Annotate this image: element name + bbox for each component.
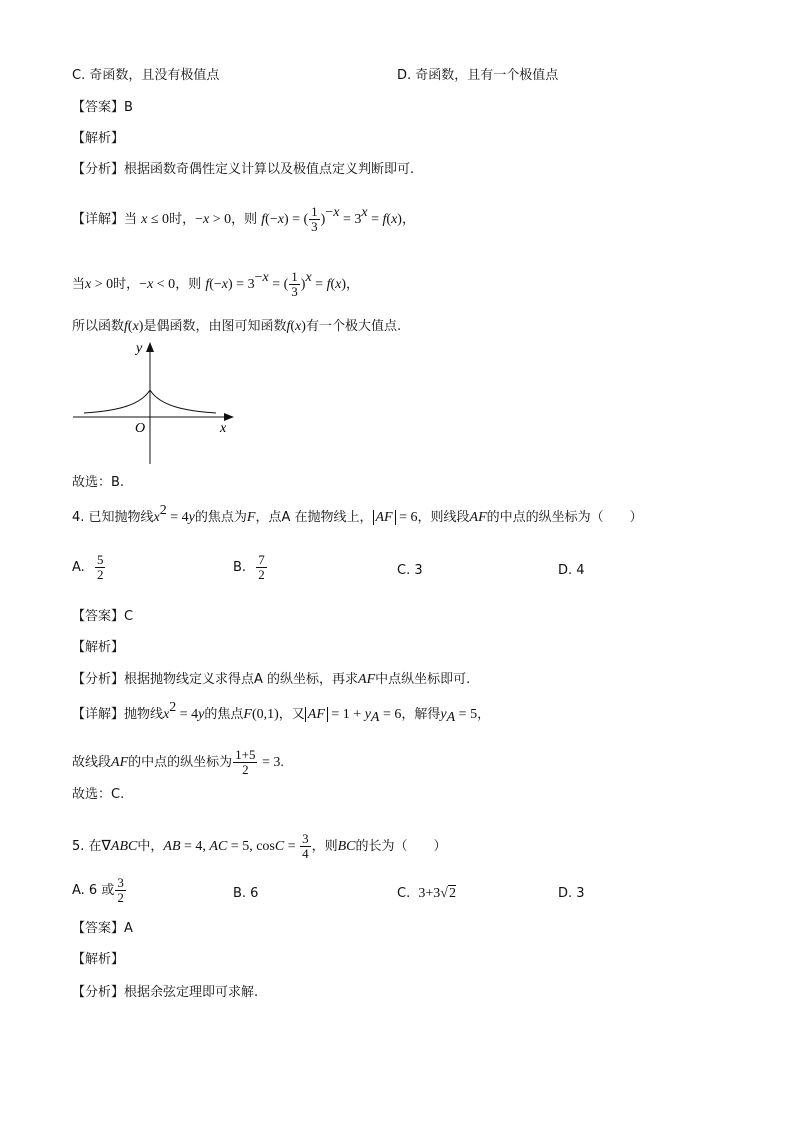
q4-analysis-label: 【解析】 [72,640,125,655]
q4-option-d: D. 4 [558,563,585,578]
q4-stem-e: 的中点的纵坐标为（ ） [486,510,643,525]
q4-fenxi-b: 中点纵坐标即可. [375,672,471,687]
q3-xiangjie-prefix: 【详解】当 [72,212,138,227]
y-axis-arrow-icon [146,342,154,352]
q4-xiangjie-b: 的焦点 [204,707,244,722]
q4-fenxi: 【分析】根据抛物线定义求得点A 的纵坐标，再求AF中点纵坐标即可. [72,672,471,687]
q4-answer: 【答案】C [72,609,134,624]
q4-stem-c: ，点A 在抛物线上， [255,510,373,525]
q3-frac-1-3: $\frac{1}{3}$ [311,204,318,234]
q3-then-2: 时， [113,277,140,292]
q5-option-c-label: C. [397,886,411,901]
q5-option-a-frac: $\frac{3}{2}$ [117,875,124,905]
q3-conclusion-c: 有一个极大值点. [305,319,402,334]
q3-then: 时， [169,212,196,227]
q4-choice: 故选：C. [72,787,125,802]
q4-option-a-label: A. [72,560,85,575]
q3-fenxi: 【分析】根据函数奇偶性定义计算以及极值点定义判断即可. [72,162,415,177]
q3-conclusion-a: 所以函数 [72,319,125,334]
q4-option-a [72,553,106,582]
q3-comma-ze: ，则 [231,212,258,227]
q4-stem: 4. 已知抛物线$x^2 = 4y$的焦点为F，点A 在抛物线上， AF = 6，则线段AF的中点的纵坐标为（ ） [72,503,643,525]
q5-stem: 5. 在∇ABC中，AB = 4, AC = 5, cosC = $\frac{3}{4}$ ，则BC的长为（ ） [72,831,447,861]
q4-option-b-frac: $\frac{7}{2}$ [258,552,265,582]
q5-option-a [72,876,127,905]
q4-stem-b: 的焦点为 [194,510,247,525]
q5-stem-d: 的长为（ ） [355,839,447,854]
x-axis-label: x [220,421,227,436]
q4-line2: 故线段AF的中点的纵坐标为 $\frac{1+5}{2}$ = 3. [72,747,284,777]
curve-right [150,390,216,413]
q5-option-a-text: A. 6 或 [72,883,115,898]
q5-analysis-label: 【解析】 [72,952,125,967]
curve-left [84,390,150,413]
q4-option-c: C. 3 [397,563,423,578]
q3-conclusion: 所以函数f(x)是偶函数，由图可知函数f(x)有一个极大值点. [72,319,402,334]
q4-xiangjie: 【详解】抛物线$x^2 = 4y$的焦点F(0,1)，又 AF = $1 + y_A = 6$，解得$y_A = 5$， [72,700,491,725]
q4-option-b-label: B. [233,560,247,575]
q3-option-d: D. 奇函数，且有一个极值点 [397,68,559,83]
q3-analysis-label: 【解析】 [72,131,125,146]
q4-fenxi-a: 【分析】根据抛物线定义求得点A 的纵坐标，再求 [72,672,359,687]
q5-stem-b: 中， [137,839,164,854]
q3-xiangjie-line1: 【详解】当 x ≤ 0时，−x > 0，则 f(−x) = ( $\frac{1}{3}$ )$^{-x} = 3^x = f(x)$， [72,204,415,234]
function-graph [70,338,240,468]
q4-stem-d: ，则线段 [417,510,470,525]
q3-frac-1-3-b: $\frac{1}{3}$ [291,269,298,299]
y-axis-label: y [136,341,143,356]
q5-option-d: D. 3 [558,886,585,901]
q5-option-c: C. 3+3√2 [397,886,456,901]
q5-stem-a: 5. 在 [72,839,102,854]
x-axis-arrow-icon [224,413,234,421]
q3-xiangjie-line2: 当x > 0时，−x < 0，则 $f(-x) = 3^{-x}$ = ( $\frac{1}{3}$ )$^x$ = f(x)， [72,269,360,299]
q4-frac: $\frac{1+5}{2}$ [235,747,256,777]
q4-line2-b: 的中点的纵坐标为 [128,755,233,770]
q4-stem-a: 4. 已知抛物线 [72,510,154,525]
q4-option-b [233,553,268,582]
q5-frac-3-4: $\frac{3}{4}$ [302,831,309,861]
q3-line2-prefix: 当 [72,277,86,292]
q4-xiangjie-d: ，解得 [401,707,441,722]
q4-option-a-frac: $\frac{5}{2}$ [96,552,104,582]
q5-answer: 【答案】A [72,921,133,936]
q3-option-c: C. 奇函数，且没有极值点 [72,68,220,83]
q3-answer: 【答案】B [72,100,133,115]
q4-xiangjie-c: ，又 [278,707,305,722]
q4-line2-a: 故线段 [72,755,112,770]
q3-comma-ze-2: ，则 [175,277,202,292]
q5-stem-c: ，则 [311,839,338,854]
q4-xiangjie-a: 【详解】抛物线 [72,707,164,722]
q3-cond-formula: x [141,212,148,227]
q5-option-b: B. 6 [233,886,259,901]
origin-label: O [135,421,146,436]
q3-conclusion-b: 是偶函数，由图可知函数 [143,319,287,334]
q5-fenxi: 【分析】根据余弦定理即可求解. [72,985,259,1000]
q3-choice: 故选：B. [72,475,125,490]
